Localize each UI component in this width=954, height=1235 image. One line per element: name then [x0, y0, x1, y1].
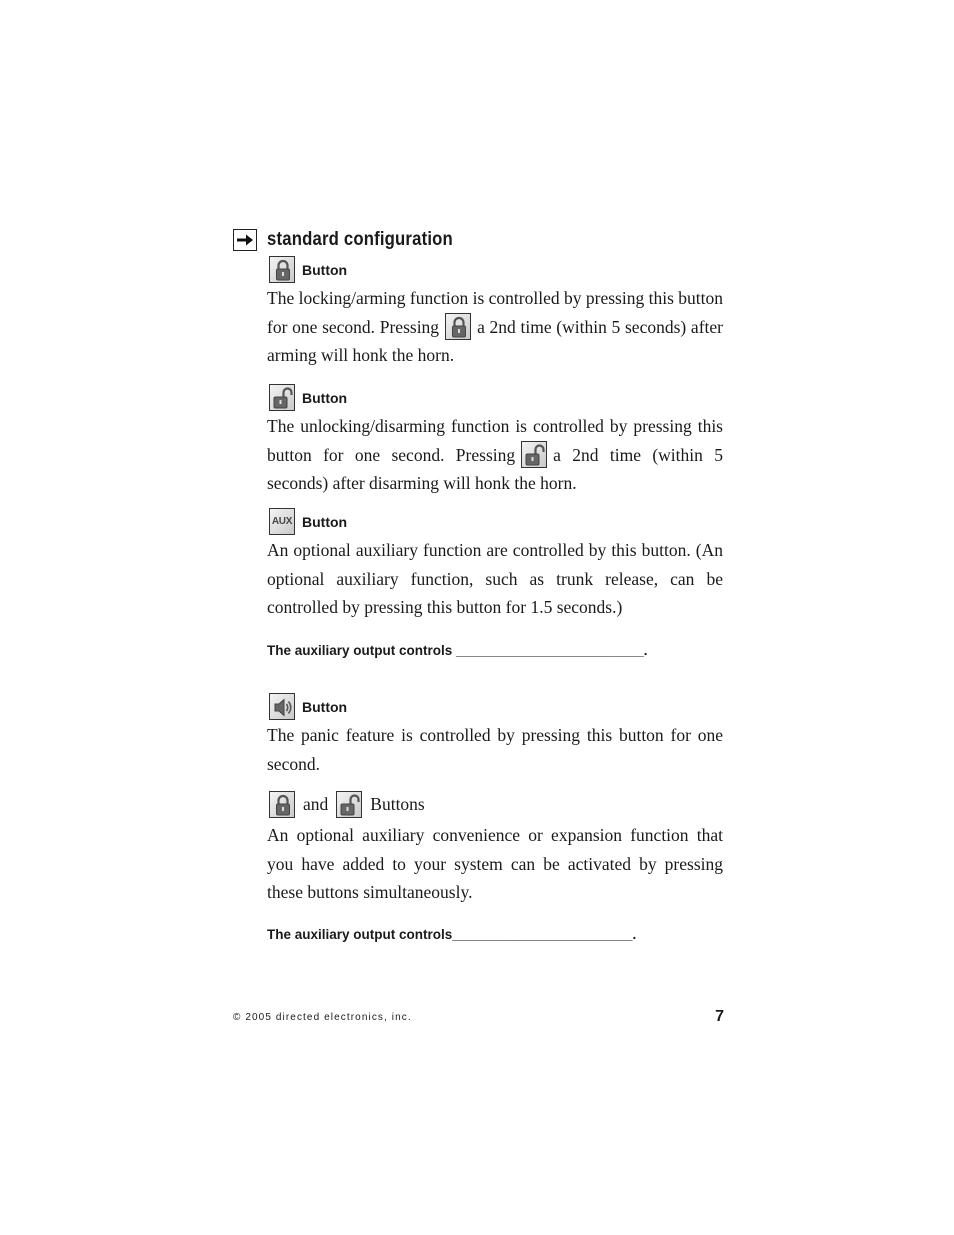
section-heading [233, 227, 478, 253]
panic-button-label: Button [302, 698, 348, 715]
page-number: 7 [715, 1008, 724, 1025]
combo-buttons-heading [269, 791, 433, 818]
right-arrow-icon [233, 229, 257, 251]
unlock-button-label: Button [302, 389, 348, 406]
unlock-description [267, 412, 723, 498]
aux-icon-text: AUX [271, 516, 293, 527]
lock-description [267, 284, 723, 370]
and-text: and [303, 794, 329, 814]
copyright: © 2005 directed electronics, inc. [233, 1012, 412, 1023]
unlock-icon [521, 441, 547, 468]
aux-icon [269, 508, 295, 535]
aux-button-heading [269, 508, 347, 535]
panic-button-heading [269, 693, 347, 720]
combo-buttons-label: Buttons [370, 794, 425, 814]
lock-button-heading [269, 256, 347, 283]
lock-text-before: The locking/arming function is controlled by pressing this button for one second. Pressing [267, 288, 723, 337]
lock-icon [269, 791, 295, 818]
aux-button-label: Button [302, 513, 348, 530]
unlock-text-after: a 2nd time (within 5 seconds) after disarming will honk the horn. [267, 444, 723, 493]
lock-button-label: Button [302, 261, 348, 278]
unlock-icon [269, 384, 295, 411]
combo-output-note: The auxiliary output controls________________________. [267, 927, 637, 942]
panic-description: The panic feature is controlled by pressing this button for one second. [267, 725, 723, 774]
unlock-text-before: The unlocking/disarming function is controlled by pressing this button for one second. Pressing [267, 416, 723, 465]
lock-icon [269, 256, 295, 283]
unlock-button-heading [269, 384, 347, 411]
lock-icon [445, 313, 471, 340]
lock-text-after: a 2nd time (within 5 seconds) after arming will honk the horn. [267, 316, 723, 365]
aux-output-note: The auxiliary output controls _________________________. [267, 643, 648, 658]
speaker-icon [269, 693, 295, 720]
unlock-icon [336, 791, 362, 818]
aux-description: An optional auxiliary function are controlled by this button. (An optional auxiliary function, such as trunk release, can be controlled by pressing this button for 1.5 seconds.) [267, 540, 723, 617]
combo-description: An optional auxiliary convenience or expansion function that you have added to your system can be activated by pressing these buttons simultaneously. [267, 825, 723, 902]
section-title: standard configuration [267, 229, 453, 250]
